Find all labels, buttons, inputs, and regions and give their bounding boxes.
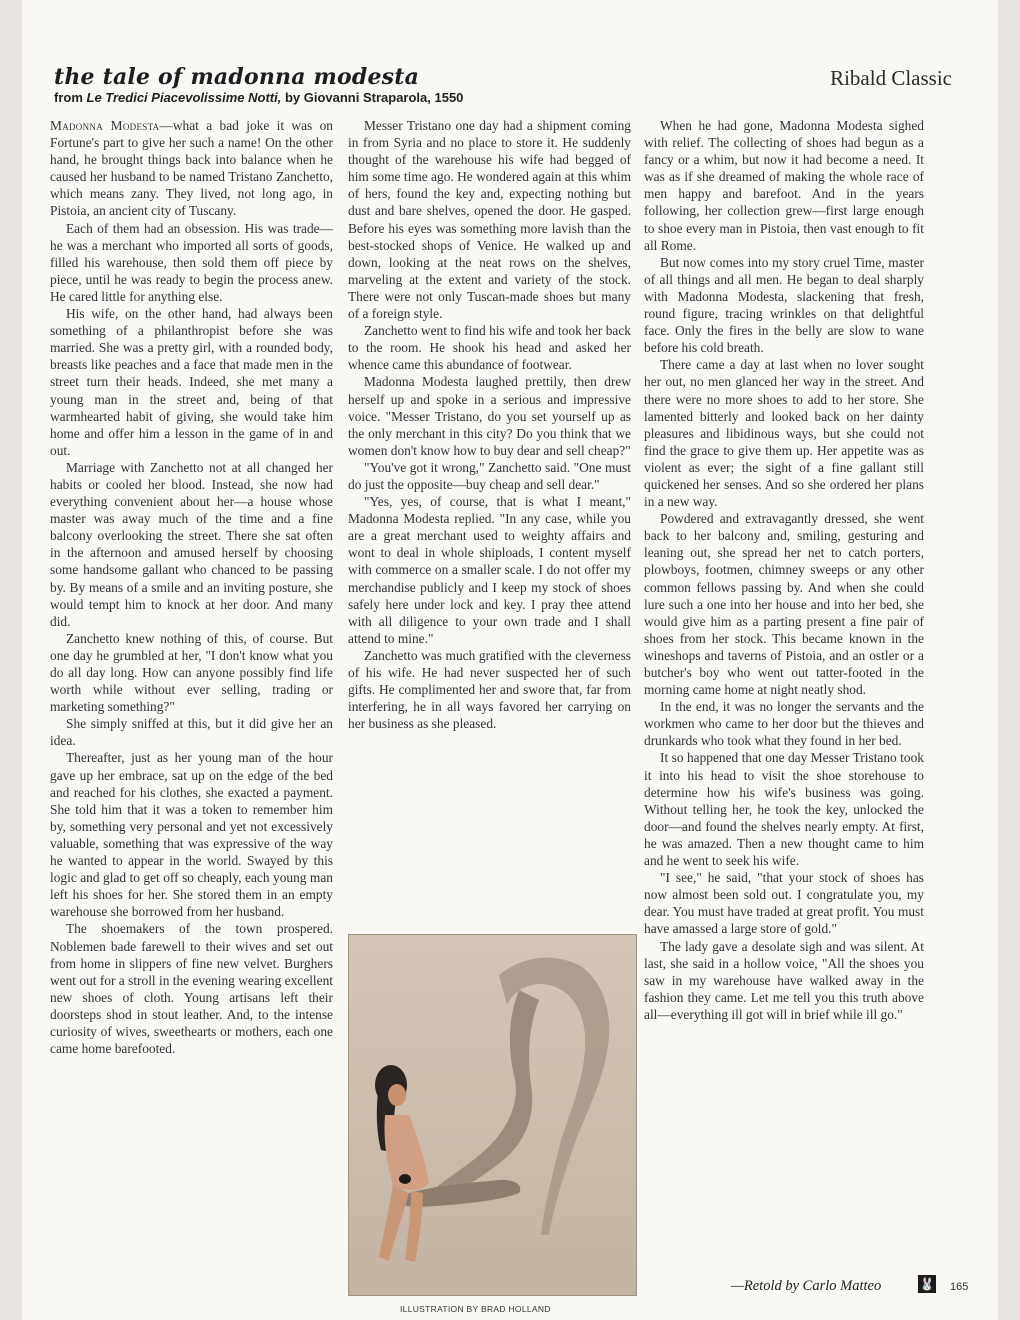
byline — [54, 90, 463, 105]
paragraph: There came a day at last when no lover sought her out, no men glanced her way in the street. And there were no more shoes to add to her store. She lamented bitterly and looked back on her dainty pleasures and libidinous ways, but she could not find the grace to give them up. Her appetite was as violent as ever; the sight of a fine gallant still quickened her senses. And so she ordered her plans in a new way. — [644, 357, 924, 510]
paragraph: "You've got it wrong," Zanchetto said. "One must do just the opposite—buy cheap and sell dear." — [348, 459, 631, 492]
paragraph: When he had gone, Madonna Modesta sighed with relief. The collecting of shoes had begun as a fancy or a whim, but now it had become a need. It was as if she dreamed of making the whole race of men happy and barefoot. And in the years following, her collection grew—first large enough to shoe every man in Pistoia, then vast enough to fit all Rome. — [644, 118, 924, 253]
paragraph: Zanchetto went to find his wife and took her back to the room. He shook his head and asked her whence came this abundance of footwear. — [348, 323, 631, 373]
illustration-painting — [349, 935, 636, 1295]
paragraph: Thereafter, just as her young man of the hour gave up her embrace, sat up on the edge of the bed and reached for his clothes, she exacted a payment. She told him that it was a token to remember him by, something very personal and yet not excessively valuable, something that was expressive of the way he wanted to appear in the world. Swayed by this logic and glad to get off so cheaply, each young man left his shoes for her. She stored them in an empty warehouse she borrowed from her husband. — [50, 750, 333, 920]
paragraph: Powdered and extravagantly dressed, she went back to her balcony and, smiling, gesturing and leaning out, she spread her net to catch porters, plowboys, footmen, chimney sweeps or any other common fellows passing by. And when she could lure such a one into her house and into her bed, she would give him as a parting present a fine pair of shoes from her stock. This became known in the wineshops and taverns of Pistoia, and an ostler or a butcher's boy who went out tatter-footed in the morning came home at night neatly shod. — [644, 511, 924, 698]
signoff: —Retold by Carlo Matteo — [731, 1278, 882, 1294]
rabbit-head-icon: 🐰 — [919, 1277, 935, 1291]
byline-book: Le Tredici Piacevolissime Notti, — [86, 90, 282, 105]
paragraph: Messer Tristano one day had a shipment coming in from Syria and no place to store it. He suddenly thought of the warehouse his wife had begged of him some time ago. He wondered again at this whim of hers, found the key and, expecting nothing but dust and bare shelves, opened the door. He gasped. Before his eyes was something more lavish than the best-stocked shops of Venice. He walked up and down, looking at the neat rows on the shelves, marveling at the extent and variety of the stock. There were not only Tuscan-made shoes but many of a foreign style. — [348, 118, 631, 322]
page-number: 165 — [950, 1281, 969, 1293]
paragraph: She simply sniffed at this, but it did give her an idea. — [50, 716, 333, 749]
illustration-credit: ILLUSTRATION BY BRAD HOLLAND — [400, 1304, 551, 1314]
paragraph: "Yes, yes, of course, that is what I meant," Madonna Modesta replied. "In any case, while you are a great merchant used to weighty affairs and wont to deal in whole shiploads, I content myself with commerce on a smaller scale. I do not offer my merchandise publicly and I keep my stock of shoes safely here under lock and key. I pray thee attend with all diligence to your own trade and I shall attend to mine." — [348, 494, 631, 646]
magazine-page — [22, 0, 998, 1320]
illustration — [348, 934, 637, 1296]
story-title: the tale of madonna modesta — [54, 64, 420, 90]
paragraph: Madonna Modesta laughed prettily, then drew herself up and spoke in a serious and impressive voice. "Messer Tristano, do you set yourself up as the only merchant in this city? Do you think that we women don't know how to buy dear and sell cheap?" — [348, 374, 631, 458]
paragraph: Each of them had an obsession. His was trade—he was a merchant who imported all sorts of goods, filled his warehouse, then sold them off piece by piece, until he was ready to begin the process anew. He cared little for anything else. — [50, 220, 333, 304]
paragraph: Zanchetto knew nothing of this, of course. But one day he grumbled at her, "I don't know what you do all day long. How can anyone possibly find life worth while without ever selling, trading or marketing something?" — [50, 630, 333, 715]
paragraph-text: —what a bad joke it was on Fortune's part to give her such a name! On the other hand, he brought things back into balance when he caused her husband to be named Tristano Zanchetto, which means zany. They lived, not long ago, in Pistoia, an ancient city of Tuscany. — [50, 118, 334, 219]
paragraph — [50, 117, 333, 220]
paragraph: In the end, it was no longer the servants and the workmen who came to her door but the thieves and drunkards who took what they found in her bed. — [644, 699, 924, 749]
paragraph: "I see," he said, "that your stock of shoes has now almost been sold out. I congratulate you, my dear. You must have traded at great profit. You must have amassed a large store of gold." — [644, 870, 924, 937]
section-label: Ribald Classic — [830, 66, 952, 90]
byline-prefix: from — [54, 90, 87, 105]
paragraph: His wife, on the other hand, had always been something of a philanthropist before she was married. She was a pretty girl, with a rounded body, breasts like peaches and a face that made men in the street turn their heads. Indeed, she met many a young man in the street and, being of that warmhearted habit of giving, she would take him home and offer him a lesson in the game of in and out. — [50, 306, 333, 458]
paragraph: It so happened that one day Messer Tristano took it into his head to visit the shoe storehouse to determine how his wife's business was going. Without telling her, he took the key, unlocked the door—and found the shelves nearly empty. At first, he was amazed. Then a new thought came to him and he went to seek his wife. — [644, 750, 924, 869]
paragraph: Marriage with Zanchetto not at all changed her habits or cooled her blood. Instead, she now had everything convenient about her—a house whose master was away much of the time and a fine balcony overlooking the street. There she sat often in the afternoon and amused herself by choosing some handsome gallant who chanced to be passing by. By means of a smile and an inviting posture, she would tempt him to knock at her door. And many did. — [50, 459, 333, 629]
paragraph: But now comes into my story cruel Time, master of all things and all men. He began to deal sharply with Madonna Modesta, slackening that fresh, round figure, tracing wrinkles on that delightful face. Only the fires in the belly are slow to wane before his cold breath. — [644, 254, 924, 356]
lead-in: Madonna Modesta — [50, 118, 160, 133]
text-column-3 — [644, 117, 924, 1023]
byline-author: by Giovanni Straparola, 1550 — [281, 90, 464, 105]
text-column-2 — [348, 117, 631, 732]
paragraph: The lady gave a desolate sigh and was silent. At last, she said in a hollow voice, "All the shoes you saw in my warehouse have walked away in the fashion they came. Let me tell you this truth above all—everything ill got will in brief while ill go." — [644, 938, 924, 1022]
paragraph: Zanchetto was much gratified with the cleverness of his wife. He had never suspected her of such gifts. He complimented her and swore that, far from interfering, he in all ways favored her carrying on her business as she pleased. — [348, 647, 631, 732]
text-column-1 — [50, 117, 333, 1057]
paragraph: The shoemakers of the town prospered. Noblemen bade farewell to their wives and set out from home in slippers of fine new velvet. Burghers went out for a stroll in the evening wearing excellent new shoes of cloth. Young artisans left their doorsteps shod in stout leather. And, to the intense curiosity of wives, sweethearts or mothers, each one came home barefooted. — [50, 921, 333, 1057]
